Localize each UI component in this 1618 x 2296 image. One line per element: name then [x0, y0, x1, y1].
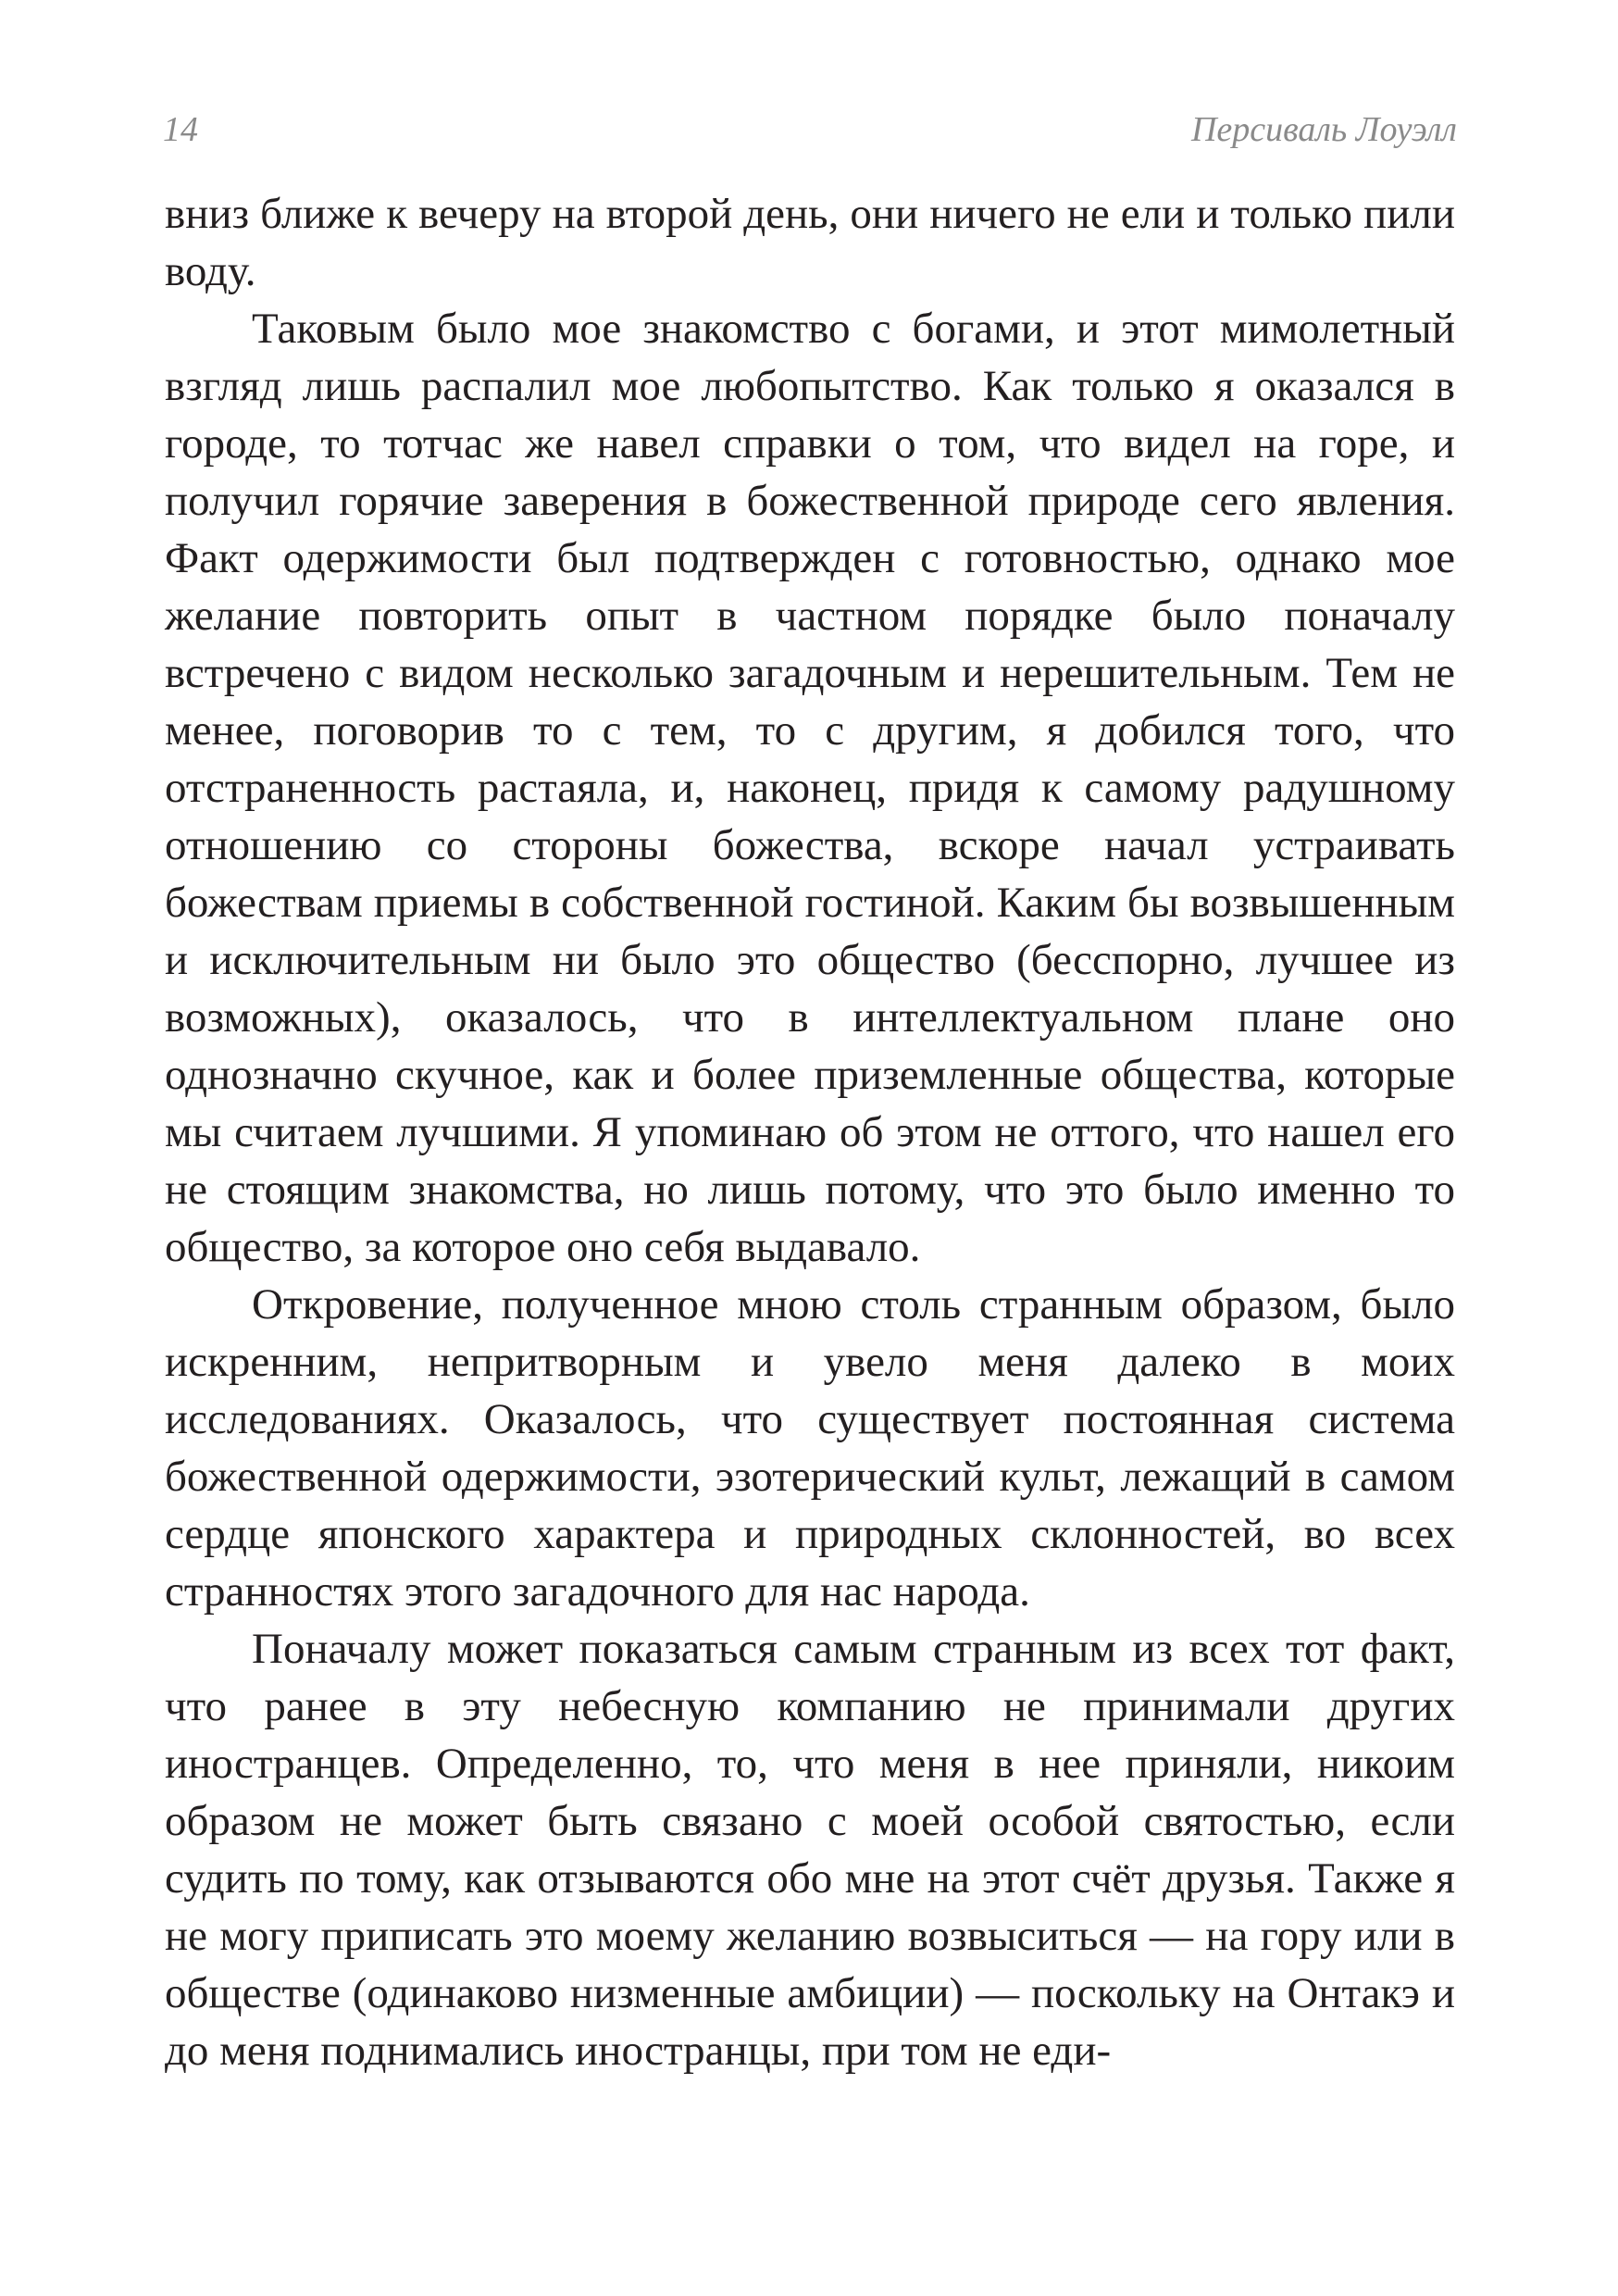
running-head — [163, 109, 1457, 156]
paragraph: Таковым было мое знакомство с богами, и этот мимолетный взгляд лишь распалил мое любопытство. Как только я оказался в городе, то тотчас же навел справки о том, что видел на горе, и получил горячие заверения в божественной природе сего явления. Факт одержимости был подтвержден с готовностью, однако мое желание повторить опыт в частном порядке было поначалу встречено с видом несколько загадочным и нерешительным. Тем не менее, поговорив то с тем, то с другим, я добился того, что отстраненность растаяла, и, наконец, придя к самому радушному отношению со стороны божества, вскоре начал устраивать божествам приемы в собственной гостиной. Каким бы возвышенным и исключительным ни было это общество (бесспорно, лучшее из возможных), оказалось, что в интеллектуальном плане оно однозначно скучное, как и более приземленные общества, которые мы считаем лучшими. Я упоминаю об этом не оттого, что нашел его не стоящим знакомства, но лишь потому, что это было именно то общество, за которое оно себя выдавало. — [165, 305, 1455, 1271]
page-number: 14 — [163, 110, 198, 149]
paragraph: Откровение, полученное мною столь странным образом, было искренним, непритворным и увело меня далеко в моих исследованиях. Оказалось, что существует постоянная система божественной одержимости, эзотерический культ, лежащий в самом сердце японского характера и природных склонностей, во всех странностях этого загадочного для нас народа. — [165, 1280, 1455, 1616]
running-head-author: Персиваль Лоуэлл — [1190, 110, 1457, 149]
paragraph-continued: вниз ближе к вечеру на второй день, они ничего не ели и только пили воду. — [165, 190, 1455, 295]
paragraph: Поначалу может показаться самым странным из всех тот факт, что ранее в эту небесную компанию не принимали других иностранцев. Определенно, то, что меня в нее приняли, никоим образом не может быть связано с моей особой святостью, если судить по тому, как отзываются обо мне на этот счёт друзья. Также я не могу приписать это моему желанию возвыситься — на гору или в обществе (одинаково низменные амбиции) — поскольку на Онтакэ и до меня поднимались иностранцы, при том не еди- — [165, 1625, 1455, 2075]
body-text — [165, 185, 1455, 2079]
